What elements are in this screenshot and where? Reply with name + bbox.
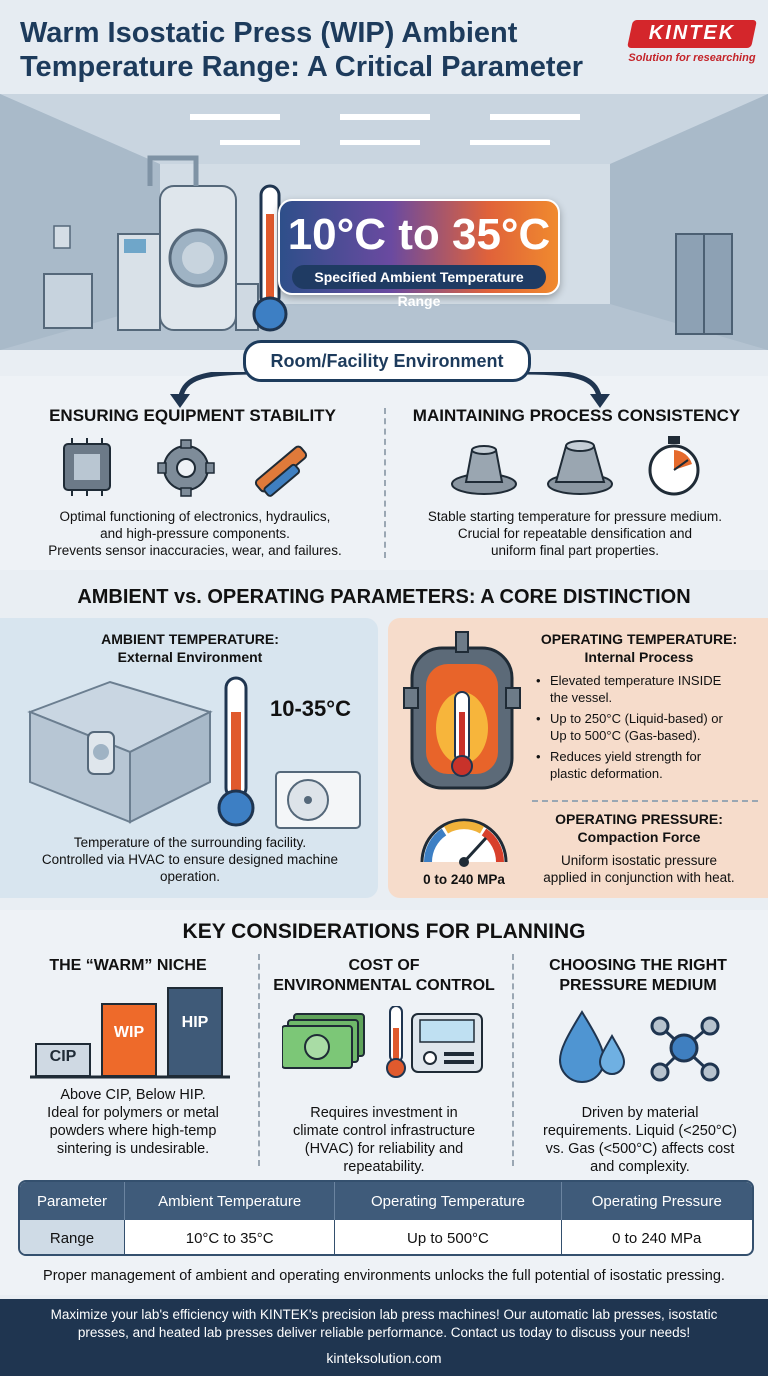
- footer-link[interactable]: kinteksolution.com: [326, 1350, 442, 1366]
- room-icon: [30, 682, 210, 822]
- pressure-gauge-icon: [414, 808, 514, 868]
- table-header: Operating Temperature: [335, 1182, 561, 1220]
- warm-line-2: Ideal for polymers or metal: [47, 1105, 219, 1121]
- distinction-title: AMBIENT vs. OPERATING PARAMETERS: A CORE DISTINCTION: [77, 586, 691, 608]
- planning-title: KEY CONSIDERATIONS FOR PLANNING: [182, 920, 586, 943]
- logo-tagline: Solution for researching: [628, 52, 756, 64]
- hydraulic-cylinder-icon: [254, 445, 307, 497]
- operating-temp-heading-1: OPERATING TEMPERATURE:: [540, 631, 738, 647]
- liquid-drop-icon: [560, 1012, 624, 1082]
- operating-temp-heading-2: Internal Process: [584, 649, 694, 665]
- pressure-heading-1: OPERATING PRESSURE:: [555, 811, 723, 827]
- bar-label-wip: WIP: [113, 1024, 145, 1041]
- billet-part-icon: [452, 446, 516, 494]
- vessel-illustration: [400, 628, 524, 808]
- footer-line-2: presses, and heated lab presses deliver reliable performance. Contact us today to discuss your needs!: [77, 1325, 691, 1340]
- ambient-heading: [40, 630, 340, 666]
- table-header-row: [20, 1182, 752, 1220]
- stability-line-2: and high-pressure components.: [100, 526, 290, 541]
- warm-niche-description: [10, 1086, 256, 1158]
- ambient-heading-2: External Environment: [117, 649, 263, 665]
- footer-line-1: Maximize your lab's efficiency with KINTEK's precision lab press machines! Our automatic lab presses, isostatic: [50, 1307, 718, 1322]
- table-header: Parameter: [20, 1182, 124, 1220]
- page-title: [20, 16, 620, 84]
- warm-line-3: powders where high-temp: [49, 1123, 217, 1139]
- bullet-3-line-2: plastic deformation.: [550, 766, 663, 781]
- pressure-line-1: Uniform isostatic pressure: [560, 853, 718, 868]
- consistency-line-3: uniform final part properties.: [490, 543, 660, 558]
- medium-line-1: Driven by material: [581, 1105, 699, 1121]
- bar-label-cip: CIP: [49, 1048, 77, 1065]
- medium-line-2: requirements. Liquid (<250°C): [543, 1123, 737, 1139]
- summary-tagline: Proper management of ambient and operating environments unlocks the full potential of isostatic pressing.: [43, 1268, 725, 1284]
- bullet-item: • Elevated temperature INSIDE the vessel.: [536, 673, 722, 705]
- bullet-item: • Up to 250°C (Liquid-based) or Up to 500°C (Gas-based).: [536, 711, 723, 743]
- bar-label-hip: HIP: [181, 1014, 209, 1031]
- stability-icons: [56, 436, 326, 500]
- cost-line-3: (HVAC) for reliability and: [304, 1141, 464, 1157]
- footer-cta: [20, 1306, 748, 1342]
- chip-icon: [64, 438, 110, 496]
- parameter-table: [18, 1180, 754, 1256]
- cost-heading: [262, 956, 506, 996]
- gas-molecule-icon: [652, 1018, 718, 1080]
- stability-line-3: Prevents sensor inaccuracies, wear, and failures.: [48, 543, 342, 558]
- operating-temp-bullets: [536, 672, 762, 782]
- cost-line-4: repeatability.: [343, 1159, 425, 1175]
- consistency-line-2: Crucial for repeatable densification and: [457, 526, 693, 541]
- gear-icon: [158, 440, 214, 496]
- pressure-line-2: applied in conjunction with heat.: [543, 870, 735, 885]
- thermometer-icon: [452, 692, 472, 776]
- money-icon: [282, 1014, 364, 1068]
- medium-heading-2: PRESSURE MEDIUM: [559, 977, 717, 994]
- consistency-line-1: Stable starting temperature for pressure medium.: [427, 509, 723, 524]
- operating-pressure-heading: [520, 810, 758, 846]
- medium-line-4: and complexity.: [590, 1159, 690, 1175]
- stability-line-1: Optimal functioning of electronics, hydraulics,: [59, 509, 331, 524]
- medium-description: [522, 1104, 758, 1176]
- stopwatch-icon: [650, 436, 698, 494]
- table-header: Operating Pressure: [561, 1182, 752, 1220]
- bar-hip: [168, 988, 222, 1076]
- cost-description: [266, 1104, 502, 1176]
- cost-heading-2: ENVIRONMENTAL CONTROL: [273, 977, 495, 994]
- table-cell: Up to 500°C: [335, 1220, 561, 1256]
- consistency-heading: MAINTAINING PROCESS CONSISTENCY: [412, 406, 741, 425]
- column-divider: [258, 954, 260, 1166]
- warm-line-1: Above CIP, Below HIP.: [60, 1087, 206, 1103]
- ambient-heading-1: AMBIENT TEMPERATURE:: [101, 631, 279, 647]
- consistency-icons: [448, 432, 718, 500]
- ambient-range-label: 10-35°C: [270, 696, 351, 721]
- gauge-range-label: 0 to 240 MPa: [423, 872, 505, 887]
- medium-heading: [516, 956, 760, 996]
- medium-heading-1: CHOOSING THE RIGHT: [549, 957, 727, 974]
- pressure-description: [520, 852, 758, 886]
- warm-niche-heading: THE “WARM” NICHE: [49, 957, 207, 974]
- ambient-line-1: Temperature of the surrounding facility.: [73, 835, 307, 850]
- cost-line-2: climate control infrastructure: [292, 1123, 476, 1139]
- bullet-1-line-1: Elevated temperature INSIDE: [550, 673, 722, 688]
- ambient-line-2: Controlled via HVAC to ensure designed machine: [41, 852, 339, 867]
- bullet-item: • Reduces yield strength for plastic deformation.: [536, 749, 702, 781]
- stability-heading: ENSURING EQUIPMENT STABILITY: [49, 406, 336, 425]
- cost-heading-1: COST OF: [348, 957, 420, 974]
- table-row: [20, 1220, 752, 1256]
- medium-icons: [556, 1008, 726, 1088]
- ambient-line-3: operation.: [159, 869, 221, 884]
- thermometer-icon: [387, 1006, 405, 1077]
- warm-line-4: sintering is undesirable.: [56, 1141, 210, 1157]
- medium-line-3: vs. Gas (<500°C) affects cost: [545, 1141, 735, 1157]
- consistency-description: [395, 508, 755, 559]
- ambient-range-caption: Specified Ambient Temperature Range: [292, 265, 546, 289]
- title-line-1: Warm Isostatic Press (WIP) Ambient: [20, 17, 518, 49]
- table-cell: 0 to 240 MPa: [612, 1229, 702, 1247]
- table-header: Ambient Temperature: [124, 1182, 334, 1220]
- bullet-2-line-2: Up to 500°C (Gas-based).: [550, 728, 701, 743]
- title-line-2: Temperature Range: A Critical Parameter: [20, 51, 584, 83]
- formed-part-icon: [548, 441, 612, 494]
- table-cell: Range: [20, 1220, 124, 1256]
- table-cell: 10°C to 35°C: [124, 1220, 334, 1256]
- thermometer-icon: [219, 678, 253, 825]
- hvac-unit-icon: [276, 772, 360, 828]
- column-divider: [512, 954, 514, 1166]
- bullet-1-line-2: the vessel.: [550, 690, 613, 705]
- bullet-2-line-1: Up to 250°C (Liquid-based) or: [550, 711, 723, 726]
- ambient-range-value: 10°C to 35°C: [287, 210, 551, 259]
- operating-temp-heading: [520, 630, 758, 666]
- section-divider: [384, 408, 386, 558]
- cost-icons: [282, 1006, 486, 1080]
- control-panel-icon: [412, 1014, 482, 1072]
- room-environment-label: Room/Facility Environment: [243, 340, 531, 382]
- card-divider: [532, 800, 758, 802]
- ambient-description: [20, 834, 360, 885]
- bullet-3-line-1: Reduces yield strength for: [550, 749, 702, 764]
- cost-line-1: Requires investment in: [310, 1105, 458, 1121]
- pressure-heading-2: Compaction Force: [577, 829, 701, 845]
- stability-description: [20, 508, 370, 559]
- logo-text: KINTEK: [648, 22, 736, 44]
